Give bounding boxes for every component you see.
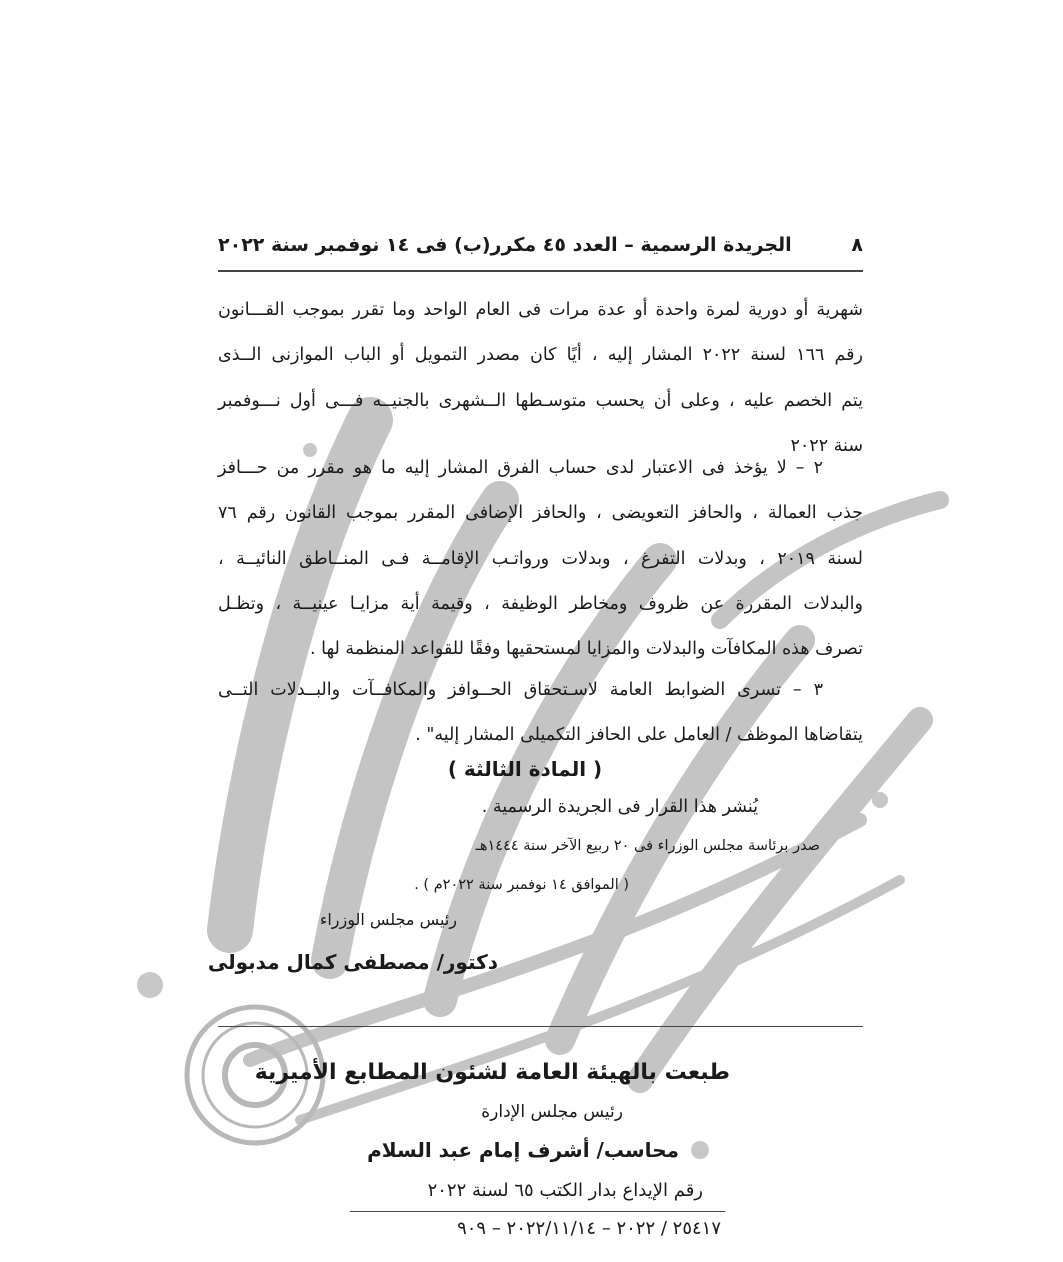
paragraph-line: يتم الخصم عليه ، وعلى أن يحسب متوسـطها الــشهرى بالجنيــه فـــى أول نـــوفمبر <box>218 390 863 411</box>
corresponding-date-line: ( الموافق ١٤ نوفمبر سنة ٢٠٢٢م ) . <box>414 877 629 893</box>
paragraph-line: سنة ٢٠٢٢ <box>790 435 863 456</box>
printer-name: طبعت بالهيئة العامة لشئون المطابع الأميرية <box>254 1060 730 1085</box>
article-title: ( المادة الثالثة ) <box>447 757 603 781</box>
board-chair-title: رئيس مجلس الإدارة <box>481 1102 623 1122</box>
paragraph-line: ٢ – لا يؤخذ فى الاعتبار لدى حساب الفرق المشار إليه ما هو مقرر من حـــافز <box>218 458 823 478</box>
deposit-number: رقم الإيداع بدار الكتب ٦٥ لسنة ٢٠٢٢ <box>427 1180 703 1201</box>
header-divider <box>218 270 863 272</box>
paragraph-line: لسنة ٢٠١٩ ، وبدلات التفرغ ، وبدلات ورواتـب الإقامــة فـى المنــاطق النائيــة ، <box>218 548 864 569</box>
paragraph-line: ٣ – تسرى الضوابط العامة لاسـتحقاق الحــوافز والمكافــآت والبــدلات التــى <box>218 680 823 700</box>
paragraph-1 <box>218 288 863 469</box>
paragraph-line: يتقاضاها الموظف / العامل على الحافز التكميلى المشار إليه" . <box>415 725 863 746</box>
gazette-header-title: الجريدة الرسمية – العدد ٤٥ مكرر(ب) فى ١٤ نوفمبر سنة ٢٠٢٢ <box>218 234 792 256</box>
paragraph-3 <box>218 668 863 759</box>
signatory-title: رئيس مجلس الوزراء <box>319 910 457 929</box>
page-number: ٨ <box>851 234 863 256</box>
signatory-name: دكتور/ مصطفى كمال مدبولى <box>207 950 498 974</box>
paragraph-line: جذب العمالة ، والحافز التعويضى ، والحافز الإضافى المقرر بموجب القانون رقم ٧٦ <box>218 503 863 524</box>
paragraph-line: تصرف هذه المكافآت والبدلات والمزايا لمستحقيها وفقًا للقواعد المنظمة لها . <box>309 639 863 660</box>
paragraph-2 <box>218 446 863 672</box>
publish-line: يُنشر هذا القرار فى الجريدة الرسمية . <box>481 797 758 817</box>
paragraph-line: شهرية أو دورية لمرة واحدة أو عدة مرات فى العام الواحد وما تقرر بموجب القـــانون <box>218 300 863 320</box>
paragraph-line: والبدلات المقررة عن ظروف ومخاطر الوظيفة ، وقيمة أية مزايـا عينيــة ، وتظـل <box>218 593 863 614</box>
paragraph-line: رقم ١٦٦ لسنة ٢٠٢٢ المشار إليه ، أيًا كان مصدر التمويل أو الباب الموازنى الــذى <box>218 345 864 366</box>
issued-line: صدر برئاسة مجلس الوزراء فى ٢٠ ربيع الآخر سنة ١٤٤٤هـ <box>475 838 820 854</box>
page-header <box>218 234 863 256</box>
board-chair-name: محاسب/ أشرف إمام عبد السلام <box>367 1138 679 1162</box>
footer-code-divider <box>350 1211 725 1212</box>
footer-divider <box>218 1026 863 1027</box>
print-code: ٢٥٤١٧ / ٢٠٢٢ – ٢٠٢٢/١١/١٤ – ٩٠٩ <box>457 1218 721 1239</box>
